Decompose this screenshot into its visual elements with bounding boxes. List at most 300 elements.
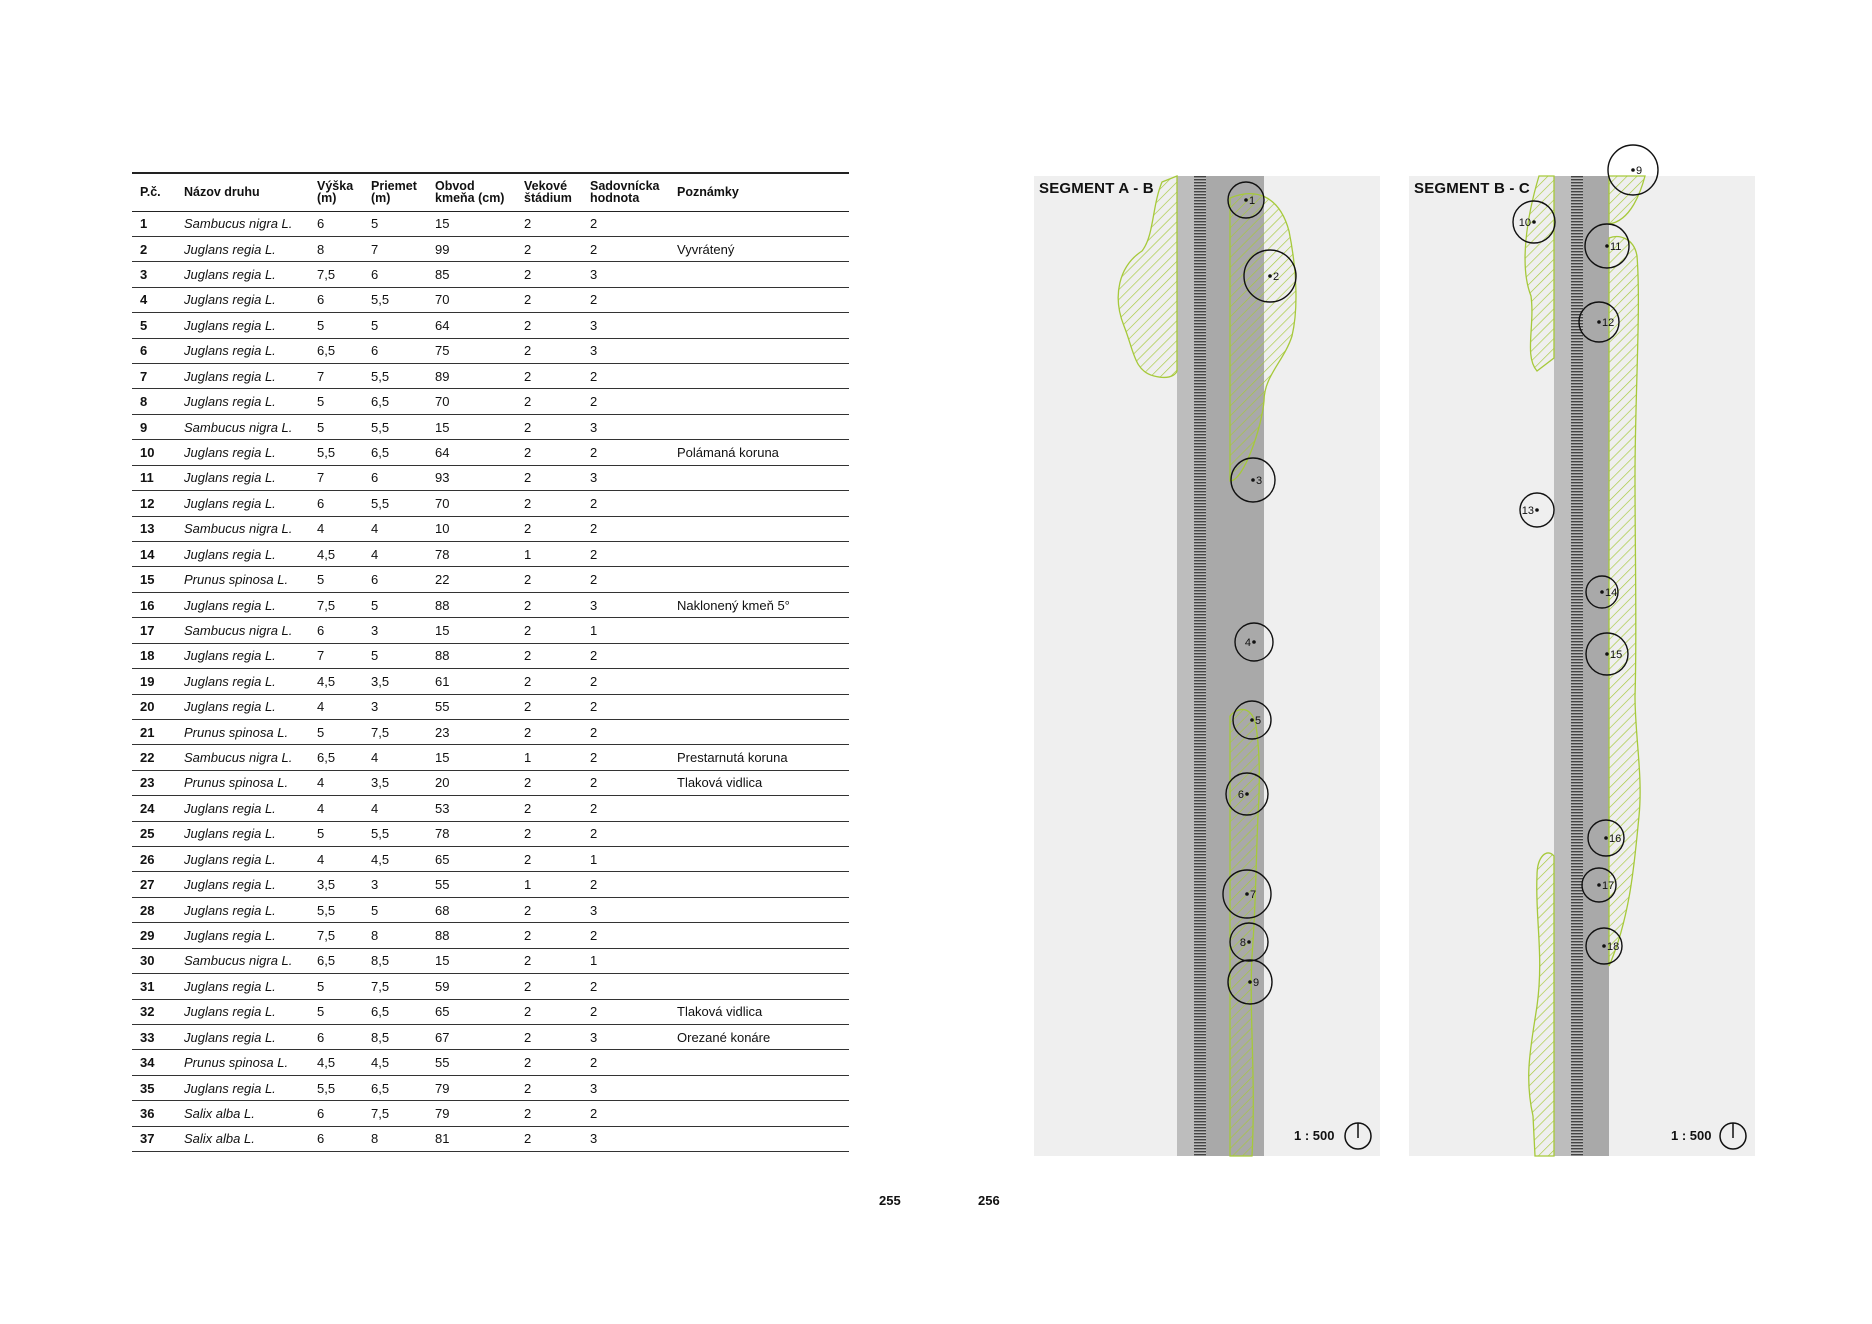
tree-label: 2	[1273, 271, 1280, 283]
notes-value	[669, 262, 849, 287]
height-value: 7,5	[309, 592, 363, 617]
age-value: 2	[516, 796, 582, 821]
row-number: 31	[132, 974, 176, 999]
age-value: 2	[516, 974, 582, 999]
value-rating: 2	[582, 1101, 669, 1126]
trunk-value: 15	[427, 948, 516, 973]
species-name: Juglans regia L.	[176, 313, 309, 338]
species-name: Juglans regia L.	[176, 643, 309, 668]
notes-value	[669, 719, 849, 744]
height-value: 6	[309, 1101, 363, 1126]
species-name: Juglans regia L.	[176, 236, 309, 261]
value-rating: 2	[582, 516, 669, 541]
species-name: Prunus spinosa L.	[176, 770, 309, 795]
notes-value	[669, 541, 849, 566]
notes-value	[669, 1050, 849, 1075]
trunk-value: 64	[427, 440, 516, 465]
table-row	[132, 516, 849, 541]
row-number: 12	[132, 491, 176, 516]
trunk-value: 55	[427, 872, 516, 897]
value-rating: 2	[582, 719, 669, 744]
notes-value	[669, 669, 849, 694]
tree-inventory-table	[132, 172, 849, 1152]
crown-value: 4	[363, 745, 427, 770]
notes-value	[669, 1101, 849, 1126]
species-name: Salix alba L.	[176, 1126, 309, 1151]
tree-trunk-dot	[1244, 198, 1248, 202]
height-value: 6	[309, 287, 363, 312]
species-name: Sambucus nigra L.	[176, 618, 309, 643]
age-value: 1	[516, 745, 582, 770]
row-number: 32	[132, 999, 176, 1024]
species-name: Sambucus nigra L.	[176, 745, 309, 770]
notes-value	[669, 414, 849, 439]
tree-trunk-dot	[1605, 652, 1609, 656]
notes-value	[669, 643, 849, 668]
table-row	[132, 567, 849, 592]
trunk-value: 89	[427, 364, 516, 389]
row-number: 17	[132, 618, 176, 643]
value-rating: 3	[582, 1126, 669, 1151]
height-value: 5	[309, 313, 363, 338]
age-value: 2	[516, 643, 582, 668]
crown-value: 5	[363, 897, 427, 922]
table-row	[132, 465, 849, 490]
trunk-value: 10	[427, 516, 516, 541]
row-number: 11	[132, 465, 176, 490]
tree-label: 8	[1239, 937, 1246, 949]
height-value: 5	[309, 821, 363, 846]
age-value: 2	[516, 567, 582, 592]
notes-value	[669, 465, 849, 490]
tree-trunk-dot	[1247, 940, 1251, 944]
height-value: 4,5	[309, 669, 363, 694]
tree-trunk-dot	[1597, 883, 1601, 887]
tree-trunk-dot	[1268, 274, 1272, 278]
crown-value: 6,5	[363, 440, 427, 465]
row-number: 26	[132, 847, 176, 872]
trunk-value: 78	[427, 541, 516, 566]
crown-value: 3,5	[363, 669, 427, 694]
col-header-age	[516, 173, 582, 211]
col-header-crown	[363, 173, 427, 211]
tree-trunk-dot	[1600, 590, 1604, 594]
crown-value: 7,5	[363, 1101, 427, 1126]
value-rating: 2	[582, 796, 669, 821]
value-rating: 2	[582, 872, 669, 897]
table-row	[132, 770, 849, 795]
height-value: 4,5	[309, 1050, 363, 1075]
table-row	[132, 796, 849, 821]
trunk-value: 79	[427, 1075, 516, 1100]
height-value: 3,5	[309, 872, 363, 897]
col-header-num: P.č.	[132, 173, 176, 211]
page-number-right: 256	[978, 1193, 1000, 1208]
table-row	[132, 440, 849, 465]
table-row	[132, 821, 849, 846]
trunk-value: 70	[427, 491, 516, 516]
col-header-crown-l2: (m)	[371, 191, 391, 206]
col-header-notes: Poznámky	[669, 173, 849, 211]
trunk-value: 20	[427, 770, 516, 795]
trunk-value: 88	[427, 592, 516, 617]
crown-value: 4,5	[363, 847, 427, 872]
col-header-trunk	[427, 173, 516, 211]
table-row	[132, 847, 849, 872]
crown-value: 6	[363, 338, 427, 363]
table-row	[132, 643, 849, 668]
trunk-value: 61	[427, 669, 516, 694]
tree-label: 9	[1636, 165, 1643, 177]
value-rating: 2	[582, 491, 669, 516]
trunk-value: 78	[427, 821, 516, 846]
tree-label: 9	[1253, 977, 1260, 989]
tree-label: 10	[1518, 217, 1531, 229]
table-row	[132, 491, 849, 516]
trunk-value: 67	[427, 1025, 516, 1050]
crown-value: 5	[363, 313, 427, 338]
notes-value	[669, 313, 849, 338]
row-number: 30	[132, 948, 176, 973]
crown-value: 4	[363, 541, 427, 566]
trunk-value: 85	[427, 262, 516, 287]
age-value: 2	[516, 1050, 582, 1075]
value-rating: 2	[582, 770, 669, 795]
trunk-value: 55	[427, 694, 516, 719]
segment-ab-panel	[1034, 176, 1380, 1156]
trunk-value: 99	[427, 236, 516, 261]
col-header-value-l1: Sadovnícka	[590, 179, 660, 194]
notes-value	[669, 287, 849, 312]
notes-value	[669, 821, 849, 846]
row-number: 10	[132, 440, 176, 465]
trunk-value: 22	[427, 567, 516, 592]
trunk-value: 88	[427, 643, 516, 668]
table-row	[132, 364, 849, 389]
tree-label: 7	[1250, 889, 1257, 901]
vegetation-area	[1609, 176, 1645, 224]
table-row	[132, 872, 849, 897]
age-value: 2	[516, 465, 582, 490]
species-name: Juglans regia L.	[176, 1075, 309, 1100]
segment-bc-panel	[1409, 165, 1755, 1156]
tree-label: 17	[1602, 880, 1615, 892]
notes-value: Vyvrátený	[669, 236, 849, 261]
railway-track	[1194, 176, 1206, 1156]
crown-value: 5,5	[363, 414, 427, 439]
trunk-value: 93	[427, 465, 516, 490]
value-rating: 2	[582, 287, 669, 312]
tree-label: 1	[1249, 195, 1256, 207]
age-value: 2	[516, 719, 582, 744]
species-name: Prunus spinosa L.	[176, 719, 309, 744]
trunk-value: 23	[427, 719, 516, 744]
height-value: 5	[309, 974, 363, 999]
value-rating: 2	[582, 389, 669, 414]
row-number: 18	[132, 643, 176, 668]
height-value: 7,5	[309, 923, 363, 948]
row-number: 2	[132, 236, 176, 261]
notes-value	[669, 948, 849, 973]
col-header-trunk-l1: Obvod	[435, 179, 475, 194]
height-value: 6,5	[309, 338, 363, 363]
height-value: 4,5	[309, 541, 363, 566]
height-value: 5	[309, 719, 363, 744]
tree-label: 5	[1255, 715, 1262, 727]
row-number: 6	[132, 338, 176, 363]
row-number: 5	[132, 313, 176, 338]
tree-trunk-dot	[1245, 892, 1249, 896]
tree-trunk-dot	[1602, 944, 1606, 948]
col-header-age-l1: Vekové	[524, 179, 568, 194]
tree-label: 3	[1256, 475, 1263, 487]
trunk-value: 70	[427, 287, 516, 312]
row-number: 23	[132, 770, 176, 795]
height-value: 4	[309, 770, 363, 795]
table-row	[132, 1075, 849, 1100]
segment-ab-scale: 1 : 500	[1294, 1128, 1335, 1143]
age-value: 2	[516, 1075, 582, 1100]
species-name: Salix alba L.	[176, 1101, 309, 1126]
notes-value	[669, 974, 849, 999]
tree-trunk-dot	[1245, 792, 1249, 796]
table-row	[132, 1025, 849, 1050]
species-name: Juglans regia L.	[176, 974, 309, 999]
table-row	[132, 262, 849, 287]
row-number: 29	[132, 923, 176, 948]
age-value: 2	[516, 897, 582, 922]
table-row	[132, 974, 849, 999]
age-value: 2	[516, 847, 582, 872]
species-name: Juglans regia L.	[176, 592, 309, 617]
height-value: 6	[309, 1025, 363, 1050]
crown-value: 4,5	[363, 1050, 427, 1075]
trunk-value: 15	[427, 618, 516, 643]
value-rating: 2	[582, 974, 669, 999]
table-row	[132, 541, 849, 566]
crown-value: 6,5	[363, 389, 427, 414]
species-name: Juglans regia L.	[176, 465, 309, 490]
crown-value: 8,5	[363, 1025, 427, 1050]
age-value: 2	[516, 262, 582, 287]
height-value: 6,5	[309, 948, 363, 973]
trunk-value: 75	[427, 338, 516, 363]
height-value: 6	[309, 618, 363, 643]
age-value: 2	[516, 389, 582, 414]
crown-value: 7	[363, 236, 427, 261]
crown-value: 3	[363, 872, 427, 897]
age-value: 2	[516, 923, 582, 948]
species-name: Sambucus nigra L.	[176, 211, 309, 236]
crown-value: 4	[363, 516, 427, 541]
notes-value	[669, 923, 849, 948]
notes-value: Polámaná koruna	[669, 440, 849, 465]
value-rating: 3	[582, 465, 669, 490]
value-rating: 2	[582, 211, 669, 236]
notes-value	[669, 1075, 849, 1100]
height-value: 4	[309, 694, 363, 719]
tree-trunk-dot	[1604, 836, 1608, 840]
height-value: 5	[309, 567, 363, 592]
row-number: 33	[132, 1025, 176, 1050]
species-name: Juglans regia L.	[176, 491, 309, 516]
row-number: 15	[132, 567, 176, 592]
crown-value: 8	[363, 923, 427, 948]
vegetation-area	[1525, 176, 1554, 371]
species-name: Juglans regia L.	[176, 821, 309, 846]
notes-value	[669, 1126, 849, 1151]
value-rating: 2	[582, 999, 669, 1024]
species-name: Juglans regia L.	[176, 287, 309, 312]
value-rating: 2	[582, 745, 669, 770]
crown-value: 5	[363, 592, 427, 617]
value-rating: 2	[582, 567, 669, 592]
height-value: 7	[309, 465, 363, 490]
table-row	[132, 1101, 849, 1126]
notes-value: Tlaková vidlica	[669, 999, 849, 1024]
height-value: 4	[309, 796, 363, 821]
species-name: Prunus spinosa L.	[176, 1050, 309, 1075]
age-value: 2	[516, 1126, 582, 1151]
crown-value: 7,5	[363, 974, 427, 999]
value-rating: 2	[582, 669, 669, 694]
value-rating: 1	[582, 847, 669, 872]
segment-bc-title: SEGMENT B - C	[1414, 180, 1530, 197]
tree-label: 4	[1244, 637, 1251, 649]
col-header-height	[309, 173, 363, 211]
species-name: Juglans regia L.	[176, 338, 309, 363]
notes-value	[669, 491, 849, 516]
table-row	[132, 414, 849, 439]
crown-value: 3	[363, 694, 427, 719]
height-value: 6	[309, 211, 363, 236]
age-value: 2	[516, 669, 582, 694]
value-rating: 2	[582, 821, 669, 846]
height-value: 5	[309, 999, 363, 1024]
species-name: Juglans regia L.	[176, 262, 309, 287]
species-name: Juglans regia L.	[176, 694, 309, 719]
species-name: Juglans regia L.	[176, 541, 309, 566]
value-rating: 3	[582, 592, 669, 617]
height-value: 6,5	[309, 745, 363, 770]
col-header-height-l1: Výška	[317, 179, 354, 194]
notes-value	[669, 567, 849, 592]
col-header-crown-l1: Priemet	[371, 179, 417, 194]
notes-value	[669, 389, 849, 414]
col-header-value	[582, 173, 669, 211]
segment-ab-title: SEGMENT A - B	[1039, 180, 1154, 197]
tree-trunk-dot	[1631, 168, 1635, 172]
height-value: 4	[309, 516, 363, 541]
tree-label: 12	[1602, 317, 1615, 329]
row-number: 4	[132, 287, 176, 312]
notes-value	[669, 211, 849, 236]
crown-value: 6,5	[363, 1075, 427, 1100]
trunk-value: 15	[427, 414, 516, 439]
value-rating: 3	[582, 313, 669, 338]
row-number: 16	[132, 592, 176, 617]
species-name: Juglans regia L.	[176, 872, 309, 897]
row-number: 3	[132, 262, 176, 287]
row-number: 9	[132, 414, 176, 439]
crown-value: 6	[363, 567, 427, 592]
row-number: 25	[132, 821, 176, 846]
row-number: 14	[132, 541, 176, 566]
age-value: 2	[516, 618, 582, 643]
crown-value: 5,5	[363, 491, 427, 516]
table-row	[132, 338, 849, 363]
height-value: 7	[309, 364, 363, 389]
notes-value	[669, 847, 849, 872]
species-name: Juglans regia L.	[176, 440, 309, 465]
species-name: Juglans regia L.	[176, 999, 309, 1024]
tree-trunk-dot	[1535, 508, 1539, 512]
crown-value: 5	[363, 211, 427, 236]
tree-label: 6	[1237, 789, 1244, 801]
age-value: 2	[516, 287, 582, 312]
tree-trunk-dot	[1251, 478, 1255, 482]
tree-marker	[1520, 493, 1554, 527]
tree-label: 18	[1607, 941, 1620, 953]
species-name: Juglans regia L.	[176, 897, 309, 922]
crown-value: 6	[363, 262, 427, 287]
value-rating: 2	[582, 923, 669, 948]
table-header-row	[132, 173, 849, 211]
age-value: 2	[516, 694, 582, 719]
row-number: 1	[132, 211, 176, 236]
tree-label: 11	[1610, 241, 1622, 253]
table-row	[132, 948, 849, 973]
trunk-value: 53	[427, 796, 516, 821]
tree-trunk-dot	[1250, 718, 1254, 722]
crown-value: 5,5	[363, 287, 427, 312]
height-value: 6	[309, 491, 363, 516]
col-header-trunk-l2: kmeňa (cm)	[435, 191, 505, 206]
age-value: 2	[516, 948, 582, 973]
table-row	[132, 1126, 849, 1151]
row-number: 19	[132, 669, 176, 694]
col-header-name: Názov druhu	[176, 173, 309, 211]
height-value: 5,5	[309, 897, 363, 922]
value-rating: 3	[582, 262, 669, 287]
species-name: Sambucus nigra L.	[176, 516, 309, 541]
trunk-value: 65	[427, 847, 516, 872]
tree-label: 16	[1609, 833, 1622, 845]
age-value: 2	[516, 1101, 582, 1126]
species-name: Juglans regia L.	[176, 1025, 309, 1050]
age-value: 1	[516, 541, 582, 566]
vegetation-area	[1609, 237, 1640, 966]
trunk-value: 81	[427, 1126, 516, 1151]
trunk-value: 79	[427, 1101, 516, 1126]
value-rating: 3	[582, 414, 669, 439]
notes-value	[669, 796, 849, 821]
value-rating: 2	[582, 1050, 669, 1075]
notes-value	[669, 897, 849, 922]
table-row	[132, 287, 849, 312]
row-number: 35	[132, 1075, 176, 1100]
species-name: Sambucus nigra L.	[176, 414, 309, 439]
table-row	[132, 745, 849, 770]
trunk-value: 59	[427, 974, 516, 999]
species-name: Sambucus nigra L.	[176, 948, 309, 973]
segment-bc-plan	[1409, 165, 1755, 1156]
table-row	[132, 313, 849, 338]
crown-value: 5,5	[363, 821, 427, 846]
tree-trunk-dot	[1252, 640, 1256, 644]
height-value: 6	[309, 1126, 363, 1151]
notes-value	[669, 694, 849, 719]
